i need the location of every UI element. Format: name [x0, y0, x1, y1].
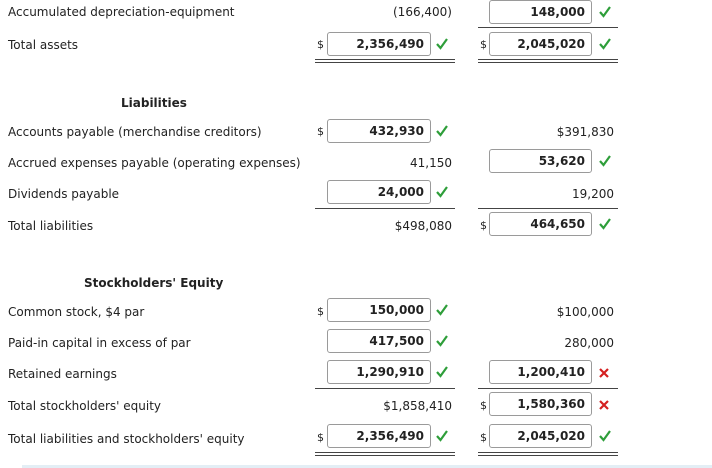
cross-icon [597, 366, 611, 380]
check-icon [435, 185, 449, 199]
double-underline [315, 62, 455, 63]
underline [315, 208, 455, 209]
check-icon [435, 303, 449, 317]
check-icon [435, 365, 449, 379]
col2-input-retained-earnings[interactable]: 1,200,410 [489, 360, 592, 384]
col1-value-accumulated-depreciation: (166,400) [393, 5, 452, 19]
col1-input-paid-in-capital[interactable]: 417,500 [327, 329, 431, 353]
dollar-sign: $ [480, 399, 487, 412]
col2-input-total-liabilities[interactable]: 464,650 [489, 212, 592, 236]
dollar-sign: $ [317, 431, 324, 444]
col1-input-accounts-payable[interactable]: 432,930 [327, 119, 431, 143]
col1-value-accrued-expenses: 41,150 [410, 156, 452, 170]
double-underline [478, 62, 618, 63]
check-icon [435, 124, 449, 138]
check-icon [435, 37, 449, 51]
row-label-total-liabilities: Total liabilities [8, 219, 94, 233]
row-label-accounts-payable: Accounts payable (merchandise creditors) [8, 125, 262, 139]
dollar-sign: $ [317, 305, 324, 318]
check-icon [435, 334, 449, 348]
col2-value-dividends-payable: 19,200 [572, 187, 614, 201]
col1-value-total-liabilities: $498,080 [394, 219, 452, 233]
row-label-total-stockholders-equity: Total stockholders' equity [8, 399, 162, 413]
double-underline [315, 59, 455, 60]
col1-input-retained-earnings[interactable]: 1,290,910 [327, 360, 431, 384]
check-icon [598, 154, 612, 168]
row-label-accumulated-depreciation: Accumulated depreciation-equipment [8, 5, 235, 19]
col2-input-accumulated-depreciation[interactable]: 148,000 [489, 0, 592, 24]
col1-input-total-assets[interactable]: 2,356,490 [327, 32, 431, 56]
dollar-sign: $ [317, 125, 324, 138]
double-underline [315, 455, 455, 456]
double-underline [478, 59, 618, 60]
row-label-total-assets: Total assets [8, 38, 79, 52]
dollar-sign: $ [317, 38, 324, 51]
underline [315, 388, 455, 389]
col1-input-total-liabilities-and-equity[interactable]: 2,356,490 [327, 424, 431, 448]
col2-input-total-stockholders-equity[interactable]: 1,580,360 [489, 392, 592, 416]
double-underline [315, 452, 455, 453]
row-label-accrued-expenses: Accrued expenses payable (operating expenses) [8, 156, 301, 170]
row-label-paid-in-capital: Paid-in capital in excess of par [8, 336, 191, 350]
check-icon [598, 429, 612, 443]
double-underline [478, 455, 618, 456]
check-icon [598, 217, 612, 231]
check-icon [598, 5, 612, 19]
check-icon [435, 429, 449, 443]
section-header-stockholders-equity: Stockholders' Equity [84, 276, 224, 290]
dollar-sign: $ [480, 38, 487, 51]
col2-value-paid-in-capital: 280,000 [564, 336, 614, 350]
section-header-liabilities: Liabilities [121, 96, 187, 110]
col1-input-common-stock[interactable]: 150,000 [327, 298, 431, 322]
col2-input-accrued-expenses[interactable]: 53,620 [489, 149, 592, 173]
dollar-sign: $ [480, 431, 487, 444]
col2-value-common-stock: $100,000 [556, 305, 614, 319]
row-label-retained-earnings: Retained earnings [8, 367, 117, 381]
dollar-sign: $ [480, 219, 487, 232]
col1-input-dividends-payable[interactable]: 24,000 [327, 180, 431, 204]
col2-input-total-assets[interactable]: 2,045,020 [489, 32, 592, 56]
check-icon [598, 37, 612, 51]
col2-value-accounts-payable: $391,830 [556, 125, 614, 139]
underline [478, 208, 618, 209]
row-label-dividends-payable: Dividends payable [8, 187, 120, 201]
underline [478, 388, 618, 389]
col1-value-total-stockholders-equity: $1,858,410 [383, 399, 452, 413]
cross-icon [597, 398, 611, 412]
col2-input-total-liabilities-and-equity[interactable]: 2,045,020 [489, 424, 592, 448]
underline [478, 27, 618, 28]
row-label-common-stock: Common stock, $4 par [8, 305, 145, 319]
double-underline [478, 452, 618, 453]
row-label-total-liabilities-and-equity: Total liabilities and stockholders' equity [8, 432, 245, 446]
